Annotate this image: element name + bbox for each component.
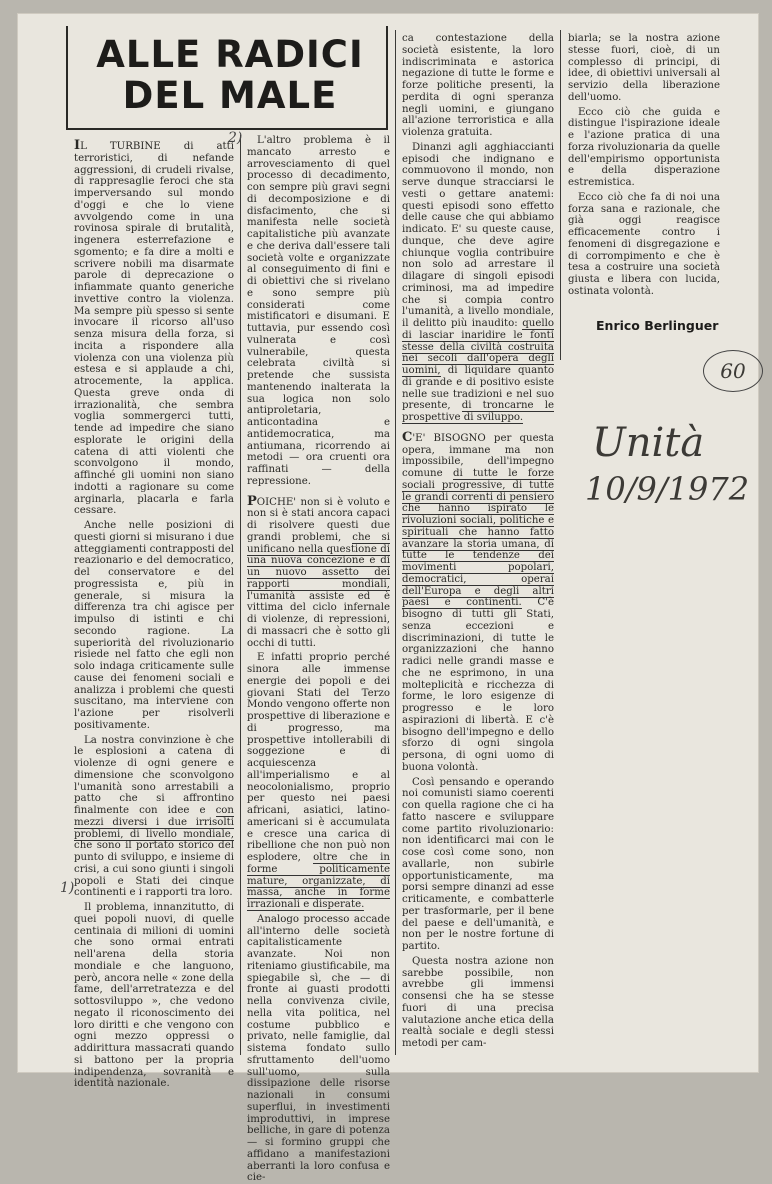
paragraph-text: E infatti proprio perché sinora alle immense energie dei popoli e dei giovani Stati del Terzo Mondo vengono offerte non prospettive di liberazione e di progresso, ma prospettive intollerabili di soggezione e di acquiescenza all'imperialismo e al neocolonialismo, proprio per questo nei paesi africani, asiatici, latino-americani si è accumulata e cresce una carica di ribellione che non può non esplodere,: [247, 652, 390, 863]
headline: [80, 34, 380, 116]
margin-mark: 1): [60, 880, 75, 896]
article-column-2: [247, 135, 390, 1184]
author-signature: Enrico Berlinguer: [596, 318, 719, 333]
paragraph: Anche nelle posizioni di questi giorni si misurano i due atteggiamenti contrapposti del reazionario e del democratico, del conservatore e del progressista e, più in generale, si misura la differenza tra chi agisce per impulso di istinti e chi secondo ragione. La superiorità del rivoluzionario risiede nel fatto che egli non solo indaga criticamente sulle cause dei fenomeni sociali e analizza i problemi che questi suscitano, ma interviene con l'azione per risolverli positivamente.: [74, 520, 234, 731]
article-column-1: [74, 138, 234, 1090]
drop-cap: P: [247, 493, 257, 509]
article-column-4: [568, 33, 720, 313]
margin-mark: 2): [228, 130, 243, 146]
paragraph-text: l'umanità assiste ed è vittima del ciclo infernale di violenze, di repressioni, di massacri che è sotto gli occhi di tutti.: [247, 590, 390, 649]
paragraph: Ecco ciò che fa di noi una forza sana e razionale, che già oggi reagisce efficacemente contro i fenomeni di disgregazione e di corrompimento e che è tesa a costruire una società giusta e libera con lucida, ostinata volontà.: [568, 191, 720, 297]
paragraph-text: Dinanzi agli agghiaccianti episodi che indignano e commuovono il mondo, non serve dunque stracciarsi le vesti o gettare anatemi: questi episodi sono effetto delle cause che qui abbiamo indicato. E' su queste cause, dunque, che deve agire chiunque voglia contribuire non solo ad arrestare il dilagare di singoli episodi criminosi, ma ad impedire che si compia contro l'umanità, a livello mondiale, il delitto più inaudito:: [402, 141, 554, 329]
paragraph: [402, 429, 554, 774]
column-rule-3: [560, 30, 561, 360]
underlined-passage: con mezzi diversi i due irrisolti problemi, di livello mondiale,: [74, 805, 234, 840]
headline-line-1: ALLE RADICI: [96, 33, 364, 76]
paragraph: [74, 735, 234, 900]
underlined-passage: oltre che in forme politicamente mature, organizzate, di massa, anche in forme irrazionali e disperate.: [247, 852, 390, 910]
paragraph: [247, 493, 390, 650]
drop-cap: I: [74, 138, 81, 153]
circled-page-number: 60: [703, 350, 763, 392]
handwritten-newspaper-name: Unità: [592, 420, 705, 466]
paragraph: Questa nostra azione non sarebbe possibile, non avrebbe gli immensi consensi che ha se stesse fuori di una precisa valutazione anche etica della realtà sociale e degli stessi metodi per cam-: [402, 955, 554, 1049]
paragraph-text: La nostra convinzione è che le esplosioni a catena di violenze di ogni genere e dimensione che sconvolgono l'umanità sono arrestabili a patto che si affrontino finalmente con idee e: [74, 734, 234, 816]
paragraph: [247, 652, 390, 911]
paragraph: ca contestazione della società esistente, la loro indiscriminata e astorica negazione di tutte le forme e forze politiche presenti, la perdita di ogni speranza negli uomini, e giungano all'azione terroristica e alla violenza gratuita.: [402, 33, 554, 138]
column-rule-2: [395, 30, 396, 1055]
underlined-passage: che si unificano nella questione di una nuova concezione e di un nuovo assetto dei rapporti mondiali,: [247, 531, 390, 590]
paragraph-text: di liquidare quanto di grande e di positivo esiste nelle sue tradizioni e nel suo presente,: [402, 365, 554, 412]
paragraph: biarla; se la nostra azione stesse fuori, cioè, di un complesso di principi, di idee, di obiettivi universali al servizio della liberazione dell'uomo.: [568, 33, 720, 103]
paragraph-text: C'è bisogno di tutti gli Stati, senza eccezioni e discriminazioni, di tutte le organizzazioni che hanno radici nelle grandi masse e che ne esprimono, in una molteplicità e ricchezza di forme, le loro esigenze di progresso e le loro aspirazioni di libertà. E c'è bisogno dell'impegno e dello sforzo di ogni singola persona, di ogni uomo di buona volontà.: [402, 597, 554, 773]
paragraph-text: che sono il portato storico del punto di sviluppo, e insieme di crisi, a cui sono giunti i singoli popoli e Stati dei cinque continenti e i rapporti tra loro.: [74, 840, 234, 899]
underlined-passage: di troncarne le prospettive di sviluppo.: [402, 400, 554, 423]
paragraph: Così pensando e operando noi comunisti siamo coerenti con quella ragione che ci ha fatto nascere e sviluppare come partito rivoluzionario: non identificarci mai con le cose così come sono, non avallarle, non subirle opportunisticamente, ma porsi sempre dinanzi ad esse criticamente, e combatterle per trasformarle, per il bene del paese e dell'umanità, e non per le nostre fortune di partito.: [402, 776, 554, 952]
paragraph: [402, 142, 554, 424]
paragraph: [74, 140, 234, 517]
underlined-passage: di tutte le forze sociali progressive, di tutte le grandi correnti di pensiero che hanno ispirato le rivoluzioni sociali, politiche e spirituali che hanno fatto avanzare la storia umana, di tutte le tendenze dei movimenti popolari, democratici, operai dell'Europa e degli altri paesi e continenti.: [402, 468, 554, 609]
headline-line-2: DEL MALE: [122, 74, 338, 117]
paragraph: Ecco ciò che guida e distingue l'ispirazione ideale e l'azione pratica di una forza rivoluzionaria da quelle dell'empirismo opportunista e della disperazione estremistica.: [568, 106, 720, 188]
column-rule-1: [240, 135, 241, 1055]
paragraph-text: 'E' BISOGNO per questa opera, immane ma non impossibile, dell'impegno comune: [402, 432, 554, 479]
paragraph: Il problema, innanzitutto, di quei popoli nuovi, di quelle centinaia di milioni di uomini che sono ormai entrati nell'arena della storia mondiale e che languono, però, ancora nelle « zone della fame, dell'arretratezza e del sottosviluppo », che vedono negato il riconoscimento dei loro diritti e che vengono con ogni mezzo oppressi o addirittura massacrati quando si battono per la propria indipendenza, sovranità e identità nazionale.: [74, 902, 234, 1090]
handwritten-date: 10/9/1972: [585, 470, 750, 508]
drop-cap: C: [402, 429, 413, 445]
paragraph: Analogo processo accade all'interno delle società capitalisticamente avanzate. Noi non riteniamo giustificabile, ma spiegabile sì, che — di fronte ai guasti prodotti nella convivenza civile, nella vita politica, nel costume pubblico e privato, nelle famiglie, dal sistema fondato sullo sfruttamento dell'uomo sull'uomo, sulla dissipazione delle risorse nazionali in consumi superflui, in investimenti improduttivi, in imprese belliche, in gare di potenza — si formino gruppi che affidano a manifestazioni aberranti la loro confusa e cie-: [247, 913, 390, 1184]
paragraph-text: OICHE' non si è voluto e non si è stati ancora capaci di risolvere questi due grandi problemi,: [247, 496, 390, 543]
paragraph: L'altro problema è il mancato arresto e arrovesciamento di quel processo di decadimento, con sempre più gravi segni di decomposizione e di disfacimento, che si manifesta nelle società capitalistiche più avanzate e che deriva dall'essere tali società volte e organizzate al conseguimento di fini e di obiettivi che si rivelano e sono sempre più considerati come mistificatori e disumani. E tuttavia, pur essendo così vulnerata e così vulnerabile, questa celebrata civiltà si pretende che sussista mantenendo inalterata la sua logica non solo antiproletaria, anticontadina e antidemocratica, ma antiumana, ricorrendo ai metodi — ora cruenti ora raffinati — della repressione.: [247, 135, 390, 487]
underlined-passage: quello di lasciar inaridire le fonti stesse della civiltà costruita nei secoli dall'opera degli uomini,: [402, 318, 554, 376]
article-column-3: [402, 33, 554, 1055]
paragraph-text: L TURBINE di atti terroristici, di nefande aggressioni, di crudeli rivalse, di rappresaglie feroci che sta imperversando sul mondo d'oggi e che lo viene avvolgendo come in una rovinosa spirale di brutalità, ingenera esterrefazione e sgomento; e fa dire a molti e scrivere nobili ma disarmate parole di deprecazione o infiammate quanto generiche invettive contro la violenza. Ma sempre più spesso si sente invocare il ricorso all'uso senza misura della forza, si incita a rispondere alla violenza con una violenza più estesa e si applaude a chi, atrocemente, la applica. Questa greve onda di irrazionalità, che sembra voglia sommergerci tutti, tende ad impedire che siano esplorate le origini della catena di atti violenti che sconvolgono il mondo, affinché gli uomini non siano indotti a ragionare su come arginarla, placarla e farla cessare.: [74, 141, 234, 517]
